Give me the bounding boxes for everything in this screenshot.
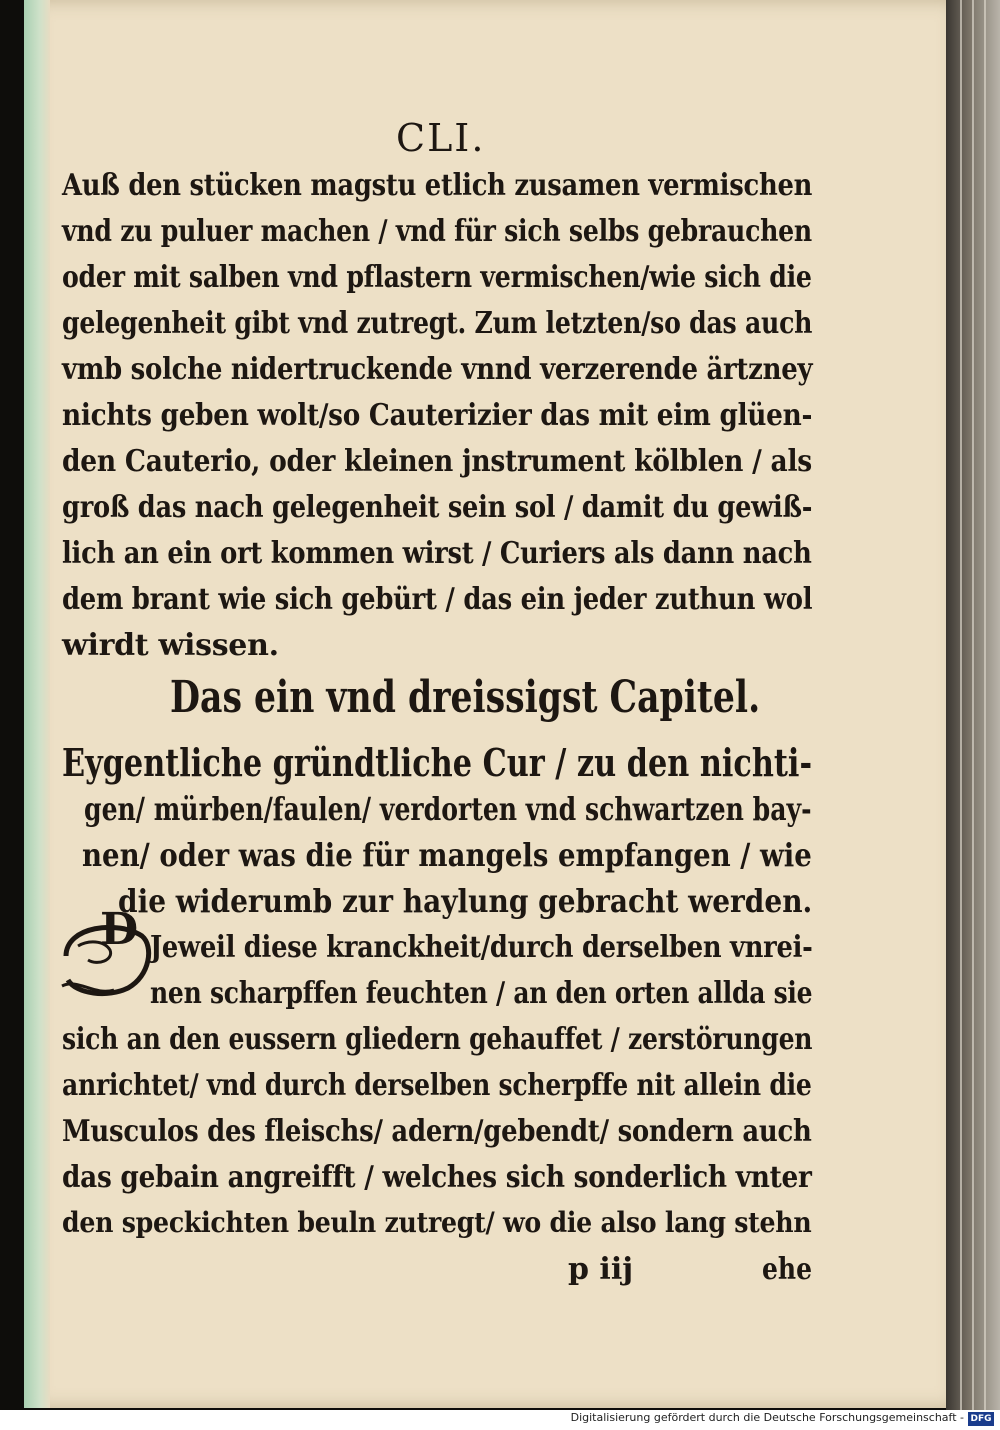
text-line: vnd zu puluer machen / vnd für sich selbs gebrauchen — [62, 214, 812, 249]
text-line: nen scharpffen feuchten / an den orten allda sie — [150, 976, 813, 1011]
text-line: groß das nach gelegenheit sein sol / damit du gewiß- — [62, 490, 813, 525]
chapter-subtitle-line: Eygentliche gründtliche Cur / zu den nichti- — [62, 740, 813, 785]
chapter-subtitle-line: gen/ mürben/faulen/ verdorten vnd schwartzen bay- — [84, 790, 812, 828]
text-line: dem brant wie sich gebürt / das ein jeder zuthun wol — [62, 582, 813, 617]
text-line: anrichtet/ vnd durch derselben scherpffe nit allein die — [62, 1068, 812, 1103]
page-edge-line — [984, 0, 986, 1410]
text-line: den speckichten beuln zutregt/ wo die also lang stehn — [62, 1206, 812, 1239]
signature-mark: p iij — [568, 1252, 634, 1287]
catchword: ehe — [762, 1252, 812, 1287]
text-line: den Cauterio, oder kleinen jnstrument kölblen / als — [62, 444, 812, 479]
chapter-heading: Das ein vnd dreissigst Capitel. — [170, 672, 761, 723]
text-line: lich an ein ort kommen wirst / Curiers als dann nach — [62, 536, 812, 571]
page-edge-line — [972, 0, 974, 1410]
text-line: sich an den eussern gliedern gehauffet / zerstörungen — [62, 1022, 813, 1057]
chapter-subtitle-line: nen/ oder was die für mangels empfangen / wie — [82, 836, 812, 874]
text-line: oder mit salben vnd pflastern vermischen/wie sich die — [62, 260, 812, 295]
chapter-subtitle-line: die widerumb zur haylung gebracht werden. — [118, 882, 813, 920]
footer-credit: Digitalisierung gefördert durch die Deutsche Forschungsgemeinschaft - — [570, 1411, 964, 1424]
text-line: Auß den stücken magstu etlich zusamen vermischen — [62, 168, 813, 203]
text-line: das gebain angreifft / welches sich sonderlich vnter — [62, 1160, 812, 1195]
folio-number: CLI. — [396, 116, 486, 160]
text-line: wirdt wissen. — [62, 628, 279, 663]
text-line: Jeweil diese kranckheit/durch derselben vnrei- — [150, 930, 813, 965]
text-line: gelegenheit gibt vnd zutregt. Zum letzten/so das auch — [62, 306, 813, 341]
text-line: nichts geben wolt/so Cauterizier das mit eim glüen- — [62, 398, 813, 433]
page-edge-line — [960, 0, 962, 1410]
page-gutter — [24, 0, 50, 1408]
text-line: vmb solche nidertruckende vnnd verzerende ärtzney — [62, 352, 813, 387]
initial-letter: D — [100, 904, 139, 955]
dfg-logo: DFG — [968, 1412, 994, 1426]
text-line: Musculos des fleischs/ adern/gebendt/ sondern auch — [62, 1114, 812, 1149]
